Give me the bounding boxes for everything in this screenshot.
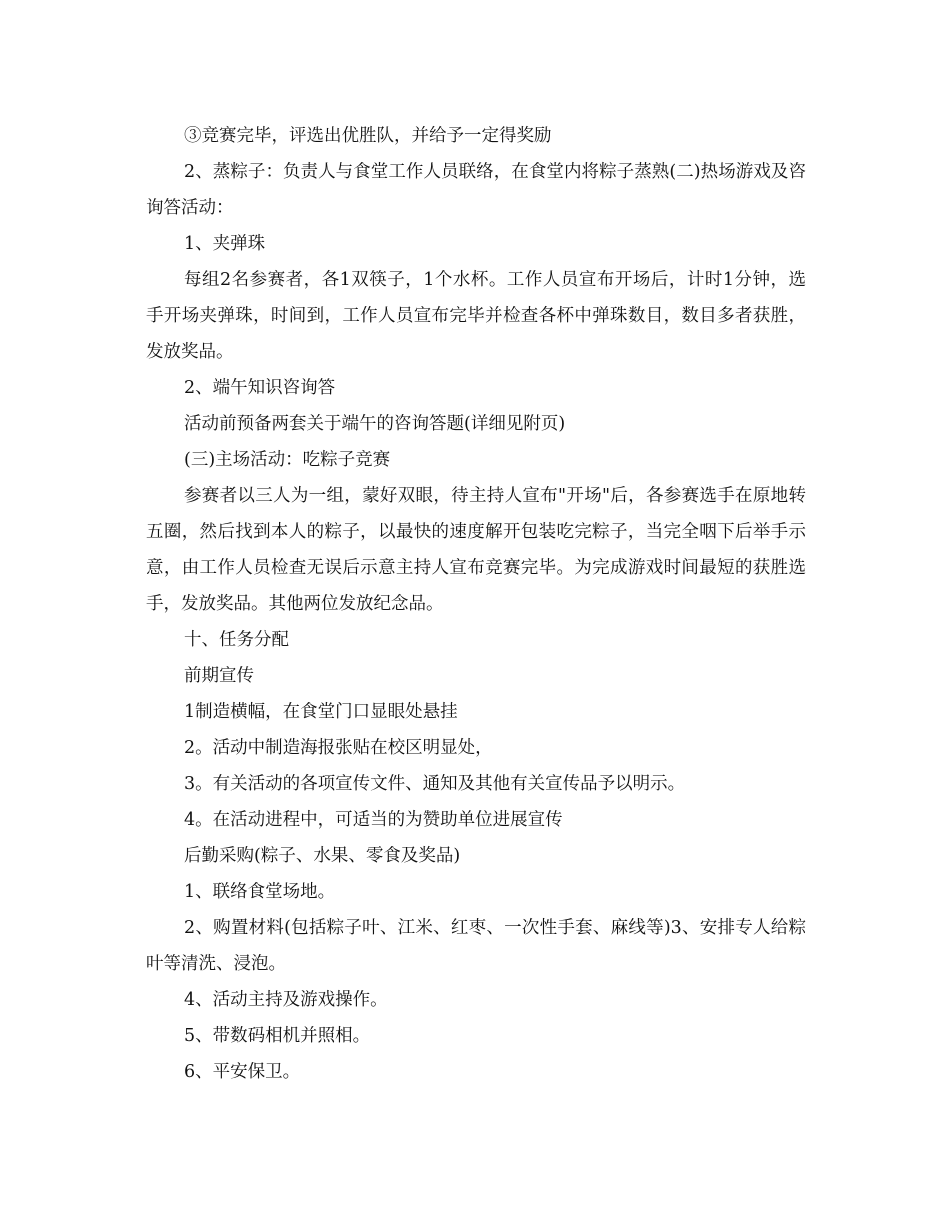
paragraph-award: ③竞赛完毕，评选出优胜队，并给予一定得奖励 xyxy=(184,126,552,146)
paragraph-main-event-heading: (三)主场活动：吃粽子竞赛 xyxy=(184,450,391,470)
paragraph-materials: 2、购置材料(包括粽子叶、江米、红枣、一次性手套、麻线等)3、安排专人给粽叶等清洗、浸泡。 xyxy=(146,918,806,974)
paragraph-quiz-prep: 活动前预备两套关于端午的咨询答题(详细见附页) xyxy=(184,414,566,434)
paragraph-banner: 1制造横幅，在食堂门口显眼处悬挂 xyxy=(184,702,458,722)
document-body xyxy=(146,118,806,1090)
paragraph-camera: 5、带数码相机并照相。 xyxy=(184,1026,371,1046)
paragraph-posters: 2。活动中制造海报张贴在校区明显处， xyxy=(184,738,493,758)
paragraph-sponsor-publicity: 4。在活动进程中，可适当的为赞助单位进展宣传 xyxy=(184,810,563,830)
paragraph-security: 6、平安保卫。 xyxy=(184,1062,301,1082)
paragraph-quiz-heading: 2、端午知识咨询答 xyxy=(184,378,336,398)
paragraph-steam-zongzi: 2、蒸粽子：负责人与食堂工作人员联络，在食堂内将粽子蒸熟(二)热场游戏及咨询答活动： xyxy=(146,162,806,218)
paragraph-venue: 1、联络食堂场地。 xyxy=(184,882,336,902)
paragraph-publicity-heading: 前期宣传 xyxy=(184,666,254,686)
paragraph-host: 4、活动主持及游戏操作。 xyxy=(184,990,388,1010)
section-heading-task-assignment: 十、任务分配 xyxy=(184,630,289,650)
paragraph-marbles-heading: 1、夹弹珠 xyxy=(184,234,266,254)
paragraph-publicity-files: 3。有关活动的各项宣传文件、通知及其他有关宣传品予以明示。 xyxy=(184,774,686,794)
paragraph-main-event-rules: 参赛者以三人为一组，蒙好双眼，待主持人宣布"开场"后，各参赛选手在原地转五圈，然后找到本人的粽子，以最快的速度解开包装吃完粽子，当完全咽下后举手示 意，由工作人员检查无误后示意主持人宣布竞赛完毕。为完成游戏时间最短的获胜选手，发放奖品。其他两位发放纪念品。 xyxy=(146,486,806,614)
paragraph-logistics-heading: 后勤采购(粽子、水果、零食及奖品) xyxy=(184,846,461,866)
paragraph-marbles-rules: 每组2名参赛者，各1双筷子，1个水杯。工作人员宣布开场后，计时1分钟，选手开场夹弹珠，时间到，工作人员宣布完毕并检查各杯中弹珠数目，数目多者获胜，发放奖品。 xyxy=(146,270,806,362)
